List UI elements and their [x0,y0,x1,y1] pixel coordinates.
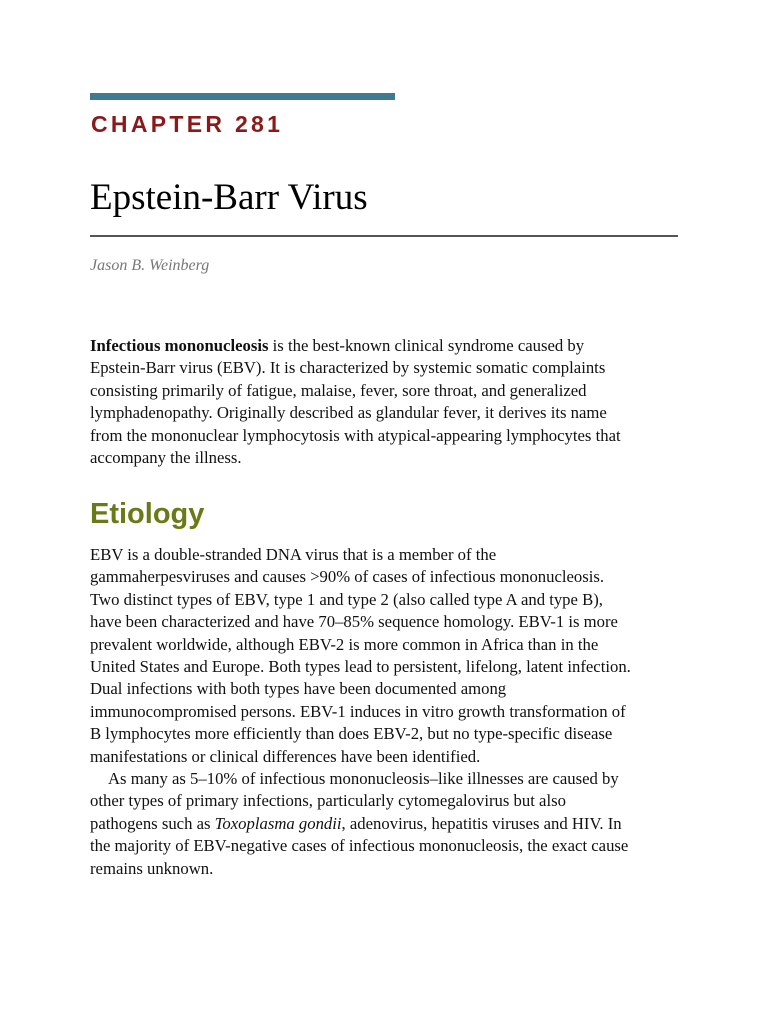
etiology-p2-line: the majority of EBV-negative cases of infectious mononucleosis, the exact cause [90,836,629,856]
intro-line: from the mononuclear lymphocytosis with atypical-appearing lymphocytes that [90,425,621,445]
intro-line: Epstein-Barr virus (EBV). It is characterized by systemic somatic complaints [90,358,606,378]
author-name: Jason B. Weinberg [90,257,210,274]
intro-line: accompany the illness. [90,448,242,468]
chapter-number: CHAPTER 281 [91,111,284,137]
etiology-p2-line: other types of primary infections, particularly cytomegalovirus but also [90,791,566,811]
intro-lead-term: Infectious mononucleosis [90,336,269,355]
title-divider [90,235,678,237]
etiology-line: have been characterized and have 70–85% sequence homology. EBV-1 is more [90,612,618,632]
etiology-p2-line: remains unknown. [90,858,214,878]
etiology-line: Two distinct types of EBV, type 1 and type 2 (also called type A and type B), [90,589,603,609]
intro-line-1 [90,335,690,357]
etiology-p2-text: , adenovirus, hepatitis viruses and HIV. In [341,813,622,833]
chapter-accent-bar [90,93,395,100]
etiology-line: United States and Europe. Both types lead to persistent, lifelong, latent infection. [90,657,631,677]
etiology-line: EBV is a double-stranded DNA virus that is a member of the [90,545,497,564]
chapter-title: Epstein-Barr Virus [90,177,368,218]
etiology-line: immunocompromised persons. EBV-1 induces in vitro growth transformation of [90,701,626,721]
etiology-p2-text: pathogens such as [90,813,215,833]
etiology-line: manifestations or clinical differences have been identified. [90,746,481,766]
etiology-line: gammaherpesviruses and causes >90% of cases of infectious mononucleosis. [90,567,605,587]
intro-line: consisting primarily of fatigue, malaise, fever, sore throat, and generalized [90,380,587,400]
intro-line-1-text: is the best-known clinical syndrome caused by [268,336,585,355]
intro-paragraph [90,335,690,469]
etiology-line: prevalent worldwide, although EBV-2 is more common in Africa than in the [90,634,599,654]
etiology-p2-line: As many as 5–10% of infectious mononucleosis–like illnesses are caused by [108,769,619,789]
section-heading-etiology: Etiology [90,498,205,530]
etiology-p2-line [90,813,690,835]
intro-line: lymphadenopathy. Originally described as glandular fever, it derives its name [90,403,607,423]
organism-name: Toxoplasma gondii [214,813,342,833]
etiology-line: B lymphocytes more efficiently than does EBV-2, but no type-specific disease [90,724,613,744]
etiology-body [90,544,690,880]
etiology-line: Dual infections with both types have been documented among [90,679,507,699]
